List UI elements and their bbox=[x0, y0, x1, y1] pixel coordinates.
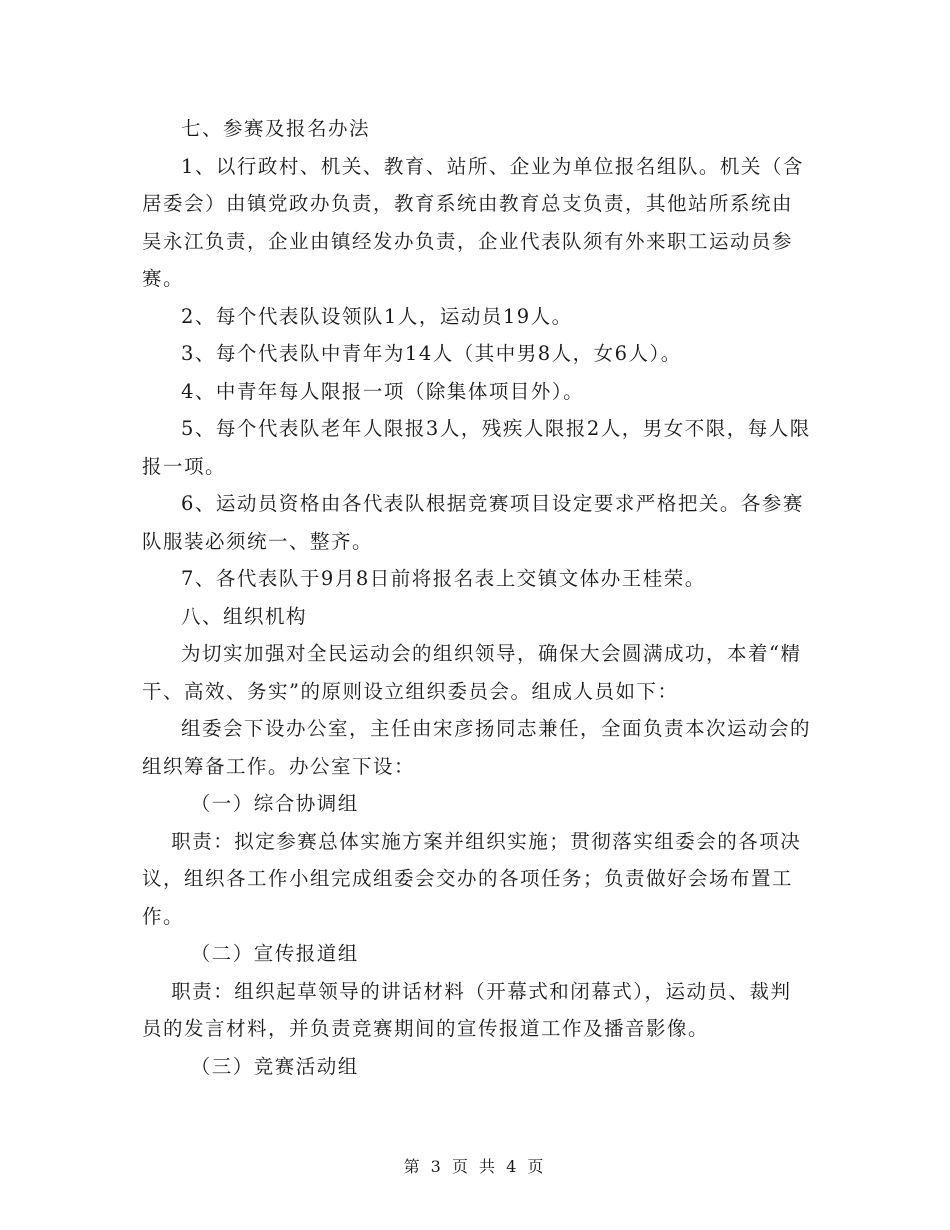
paragraph-organization-intro: 为切实加强对全民运动会的组织领导，确保大会圆满成功，本着“精干、高效、务实”的原则设立组织委员会。组成人员如下： bbox=[142, 642, 802, 703]
section-heading-registration: 七、参赛及报名办法 bbox=[181, 117, 371, 140]
paragraph-item-1: 1、以行政村、机关、教育、站所、企业为单位报名组队。机关（含居委会）由镇党政办负责，教育系统由教育总支负责，其他站所系统由吴永江负责，企业由镇经发办负责，企业代表队须有外来职工运动员参赛。 bbox=[142, 154, 804, 290]
paragraph-publicity-duty: 职责：组织起草领导的讲话材料（开幕式和闭幕式），运动员、裁判员的发言材料，并负责竞赛期间的宣传报道工作及播音影像。 bbox=[142, 979, 792, 1040]
document-body bbox=[142, 110, 812, 1085]
subheading-coordination-group: （一）综合协调组 bbox=[190, 792, 359, 815]
subheading-publicity-group: （二）宣传报道组 bbox=[190, 942, 359, 965]
paragraph-item-7: 7、各代表队于9月8日前将报名表上交镇文体办王桂荣。 bbox=[181, 567, 706, 590]
section-heading-organization: 八、组织机构 bbox=[181, 604, 308, 628]
paragraph-item-2: 2、每个代表队设领队1人，运动员19人。 bbox=[181, 304, 573, 328]
paragraph-item-4: 4、中青年每人限报一项（除集体项目外）。 bbox=[181, 379, 585, 403]
page-number-footer: 第 3 页 共 4 页 bbox=[403, 1157, 547, 1176]
paragraph-coordination-duty: 职责：拟定参赛总体实施方案并组织实施；贯彻落实组委会的各项决议，组织各工作小组完成组委会交办的各项任务；负责做好会场布置工作。 bbox=[142, 829, 802, 928]
paragraph-office: 组委会下设办公室，主任由宋彦扬同志兼任，全面负责本次运动会的组织筹备工作。办公室下设： bbox=[142, 717, 812, 778]
paragraph-item-5: 5、每个代表队老年人限报3人，残疾人限报2人，男女不限，每人限报一项。 bbox=[142, 417, 811, 478]
paragraph-item-6: 6、运动员资格由各代表队根据竞赛项目设定要求严格把关。各参赛队服装必须统一、整齐。 bbox=[142, 492, 804, 553]
paragraph-item-3: 3、每个代表队中青年为14人（其中男8人，女6人）。 bbox=[181, 342, 682, 365]
subheading-competition-group: （三）竞赛活动组 bbox=[190, 1054, 359, 1078]
